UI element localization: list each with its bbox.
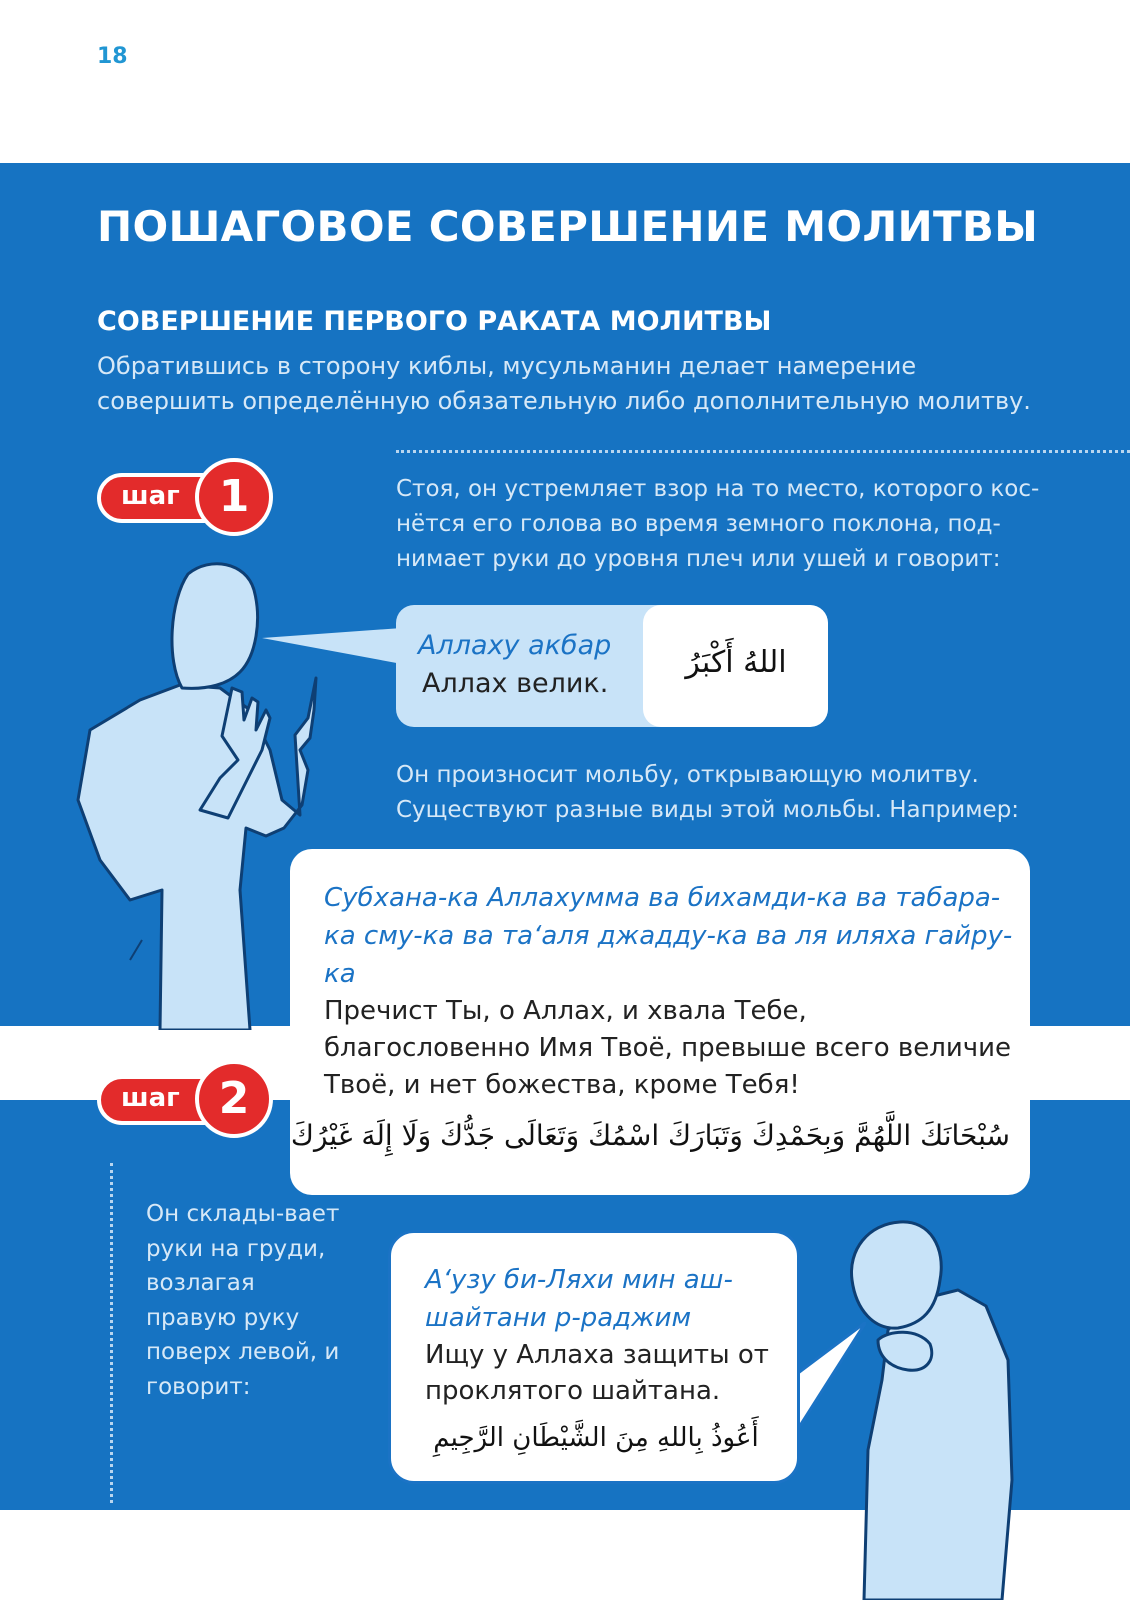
takbir-arabic: اللهُ أَكْبَرُ [685,645,787,680]
page-number: 18 [97,44,128,69]
step-1-badge [97,458,267,542]
opening-prayer-translation: Пречист Ты, о Аллах, и хвала Тебе, благословенно Имя Твоё, превыше всего величие Твоё, и нет божества, кроме Тебя! [324,996,1012,1100]
intro-paragraph: Обратившись в сторону киблы, мусульманин делает намерение совершить определённую обязательную либо дополнительную молитву. [97,352,1031,415]
takbir-bubble [396,605,828,727]
opening-prayer-arabic: سُبْحَانَكَ اللَّهُمَّ وَبِحَمْدِكَ وَتَبَارَكَ اسْمُكَ وَتَعَالَى جَدُّكَ وَلَا إِلَهَ غَيْرُكَ [290,1119,1010,1152]
takbir-translation: Аллах велик. [422,668,609,699]
step-2-description: Он склады-вает руки на груди, возлагая правую руку поверх левой, и говорит: [146,1201,340,1400]
takbir-translit: Аллаху акбар [418,630,612,661]
step-number: 1 [195,458,273,536]
step-label: шаг [121,481,180,511]
step-1-description-2: Он произносит мольбу, открывающую молитву. Существуют разные виды этой мольбы. Например: [396,762,1020,823]
taawwudh-translation: Ищу у Аллаха защиты от проклятого шайтана. [425,1340,769,1406]
speech-tail-1 [262,620,402,670]
taawwudh-bubble [388,1230,800,1484]
step-2-badge [97,1060,267,1144]
opening-prayer-translit: Субхана-ка Аллахумма ва бихамди-ка ва табара-ка сму-ка ва та‘аля джадду-ка ва ля иляха гайру-ка [324,883,1013,989]
step-number: 2 [195,1060,273,1138]
opening-prayer-bubble [290,849,1030,1195]
dotted-divider-vertical [110,1163,113,1503]
step-1-description: Стоя, он устремляет взор на то место, которого кос-нётся его голова во время земного поклона, под-нимает руки до уровня плеч или ушей и говорит: [396,476,1040,572]
step-label: шаг [121,1083,180,1113]
page-title: ПОШАГОВОЕ СОВЕРШЕНИЕ МОЛИТВЫ [97,202,1039,251]
taawwudh-translit: А‘узу би-Ляхи мин аш-шайтани р-раджим [425,1265,733,1333]
dotted-divider [396,450,1130,453]
section-subtitle: СОВЕРШЕНИЕ ПЕРВОГО РАКАТА МОЛИТВЫ [97,306,772,337]
taawwudh-arabic: أَعُوذُ بِاللهِ مِنَ الشَّيْطَانِ الرَّجِيمِ [433,1423,759,1453]
